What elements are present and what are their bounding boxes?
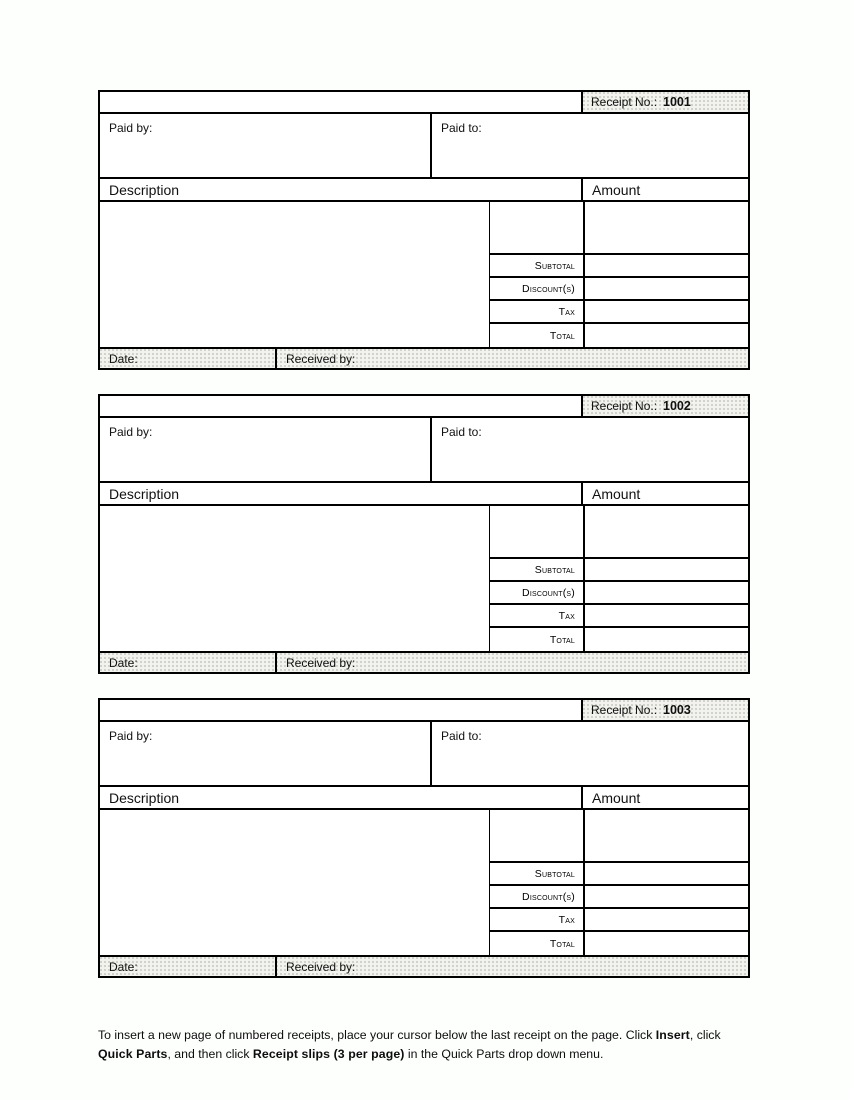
subtotal-label: Subtotal <box>534 867 575 880</box>
total-amount-cell[interactable] <box>583 932 748 955</box>
date-cell[interactable] <box>100 653 277 672</box>
date-label: Date: <box>109 352 138 366</box>
paid-to-cell[interactable] <box>432 418 748 481</box>
total-row <box>490 932 748 955</box>
instructions-part1: To insert a new page of numbered receipts, place your cursor below the last receipt on the page. Click <box>98 1028 656 1043</box>
line-amount-cell[interactable] <box>583 810 748 861</box>
receipt-number-cell <box>581 92 748 112</box>
line-amount-row <box>490 810 748 863</box>
paid-row <box>100 114 748 179</box>
column-header-row <box>100 787 748 810</box>
receipt-header-blank-cell[interactable] <box>100 396 581 416</box>
total-row <box>490 324 748 347</box>
receipt-header-blank-cell[interactable] <box>100 700 581 720</box>
totals-block <box>490 810 748 955</box>
body-row <box>100 810 748 957</box>
description-input-area[interactable] <box>100 810 490 955</box>
total-amount-cell[interactable] <box>583 628 748 651</box>
receipt-header-row <box>100 396 748 418</box>
insert-instructions-text <box>98 1026 742 1063</box>
tax-label: Tax <box>558 609 575 622</box>
total-label: Total <box>549 937 575 950</box>
subtotal-amount-cell[interactable] <box>583 863 748 884</box>
discounts-label: Discount(s) <box>522 586 575 599</box>
received-by-label: Received by: <box>286 656 356 670</box>
date-row <box>100 653 748 672</box>
line-amount-row <box>490 202 748 255</box>
receipt-no-label: Receipt No.: <box>591 703 658 717</box>
tax-label: Tax <box>558 913 575 926</box>
amount-header-cell <box>581 179 748 200</box>
paid-row <box>100 418 748 483</box>
amount-header-cell <box>581 483 748 504</box>
discounts-row <box>490 886 748 909</box>
date-row <box>100 349 748 368</box>
receipt-no-label: Receipt No.: <box>591 95 658 109</box>
instructions-bold-insert: Insert <box>655 1028 690 1043</box>
discounts-label: Discount(s) <box>522 282 575 295</box>
line-amount-row <box>490 506 748 559</box>
amount-header-cell <box>581 787 748 808</box>
tax-label: Tax <box>558 305 575 318</box>
receipt-slip-3 <box>98 698 750 978</box>
tax-row <box>490 909 748 932</box>
paid-row <box>100 722 748 787</box>
received-by-cell[interactable] <box>277 653 748 672</box>
description-input-area[interactable] <box>100 506 490 651</box>
subtotal-row <box>490 559 748 582</box>
discounts-amount-cell[interactable] <box>583 278 748 299</box>
column-header-row <box>100 179 748 202</box>
paid-by-label: Paid by: <box>109 425 153 439</box>
receipt-header-blank-cell[interactable] <box>100 92 581 112</box>
total-amount-cell[interactable] <box>583 324 748 347</box>
paid-by-cell[interactable] <box>100 114 432 177</box>
description-label: Description <box>109 789 180 806</box>
discounts-amount-cell[interactable] <box>583 886 748 907</box>
date-row <box>100 957 748 976</box>
subtotal-amount-cell[interactable] <box>583 559 748 580</box>
totals-block <box>490 506 748 651</box>
line-spacer-cell <box>490 202 583 253</box>
receipt-number: 1001 <box>663 95 691 109</box>
subtotal-row <box>490 255 748 278</box>
subtotal-label: Subtotal <box>534 563 575 576</box>
subtotal-row <box>490 863 748 886</box>
receipt-number: 1002 <box>663 399 691 413</box>
total-row <box>490 628 748 651</box>
tax-row <box>490 301 748 324</box>
description-header-cell <box>100 787 581 808</box>
receipt-slip-2 <box>98 394 750 674</box>
receipt-number-cell <box>581 700 748 720</box>
paid-by-cell[interactable] <box>100 722 432 785</box>
paid-to-label: Paid to: <box>441 425 482 439</box>
body-row <box>100 506 748 653</box>
instructions-part2: , click <box>689 1028 721 1043</box>
tax-row <box>490 605 748 628</box>
discounts-row <box>490 278 748 301</box>
date-label: Date: <box>109 960 138 974</box>
description-header-cell <box>100 483 581 504</box>
paid-to-cell[interactable] <box>432 114 748 177</box>
date-cell[interactable] <box>100 349 277 368</box>
paid-to-label: Paid to: <box>441 121 482 135</box>
receipt-number: 1003 <box>663 703 691 717</box>
total-label: Total <box>549 633 575 646</box>
received-by-label: Received by: <box>286 960 356 974</box>
total-label: Total <box>549 329 575 342</box>
amount-label: Amount <box>592 181 641 198</box>
instructions-part3: , and then click <box>167 1046 253 1061</box>
instructions-bold-receipt-slips: Receipt slips (3 per page) <box>252 1046 405 1061</box>
received-by-cell[interactable] <box>277 957 748 976</box>
description-label: Description <box>109 485 180 502</box>
description-label: Description <box>109 181 180 198</box>
receipt-no-label: Receipt No.: <box>591 399 658 413</box>
totals-block <box>490 202 748 347</box>
tax-amount-cell[interactable] <box>583 909 748 930</box>
subtotal-amount-cell[interactable] <box>583 255 748 276</box>
column-header-row <box>100 483 748 506</box>
paid-by-label: Paid by: <box>109 729 153 743</box>
instructions-part4: in the Quick Parts drop down menu. <box>404 1046 604 1061</box>
received-by-label: Received by: <box>286 352 356 366</box>
subtotal-label: Subtotal <box>534 259 575 272</box>
paid-to-cell[interactable] <box>432 722 748 785</box>
paid-by-cell[interactable] <box>100 418 432 481</box>
instructions-bold-quick-parts: Quick Parts <box>98 1046 168 1061</box>
paid-to-label: Paid to: <box>441 729 482 743</box>
tax-amount-cell[interactable] <box>583 605 748 626</box>
received-by-cell[interactable] <box>277 349 748 368</box>
receipt-slip-1 <box>98 90 750 370</box>
line-amount-cell[interactable] <box>583 202 748 253</box>
receipt-number-cell <box>581 396 748 416</box>
line-amount-cell[interactable] <box>583 506 748 557</box>
amount-label: Amount <box>592 485 641 502</box>
body-row <box>100 202 748 349</box>
line-spacer-cell <box>490 506 583 557</box>
receipt-header-row <box>100 92 748 114</box>
receipt-header-row <box>100 700 748 722</box>
description-header-cell <box>100 179 581 200</box>
tax-amount-cell[interactable] <box>583 301 748 322</box>
line-spacer-cell <box>490 810 583 861</box>
discounts-amount-cell[interactable] <box>583 582 748 603</box>
description-input-area[interactable] <box>100 202 490 347</box>
discounts-label: Discount(s) <box>522 890 575 903</box>
amount-label: Amount <box>592 789 641 806</box>
date-cell[interactable] <box>100 957 277 976</box>
date-label: Date: <box>109 656 138 670</box>
paid-by-label: Paid by: <box>109 121 153 135</box>
discounts-row <box>490 582 748 605</box>
